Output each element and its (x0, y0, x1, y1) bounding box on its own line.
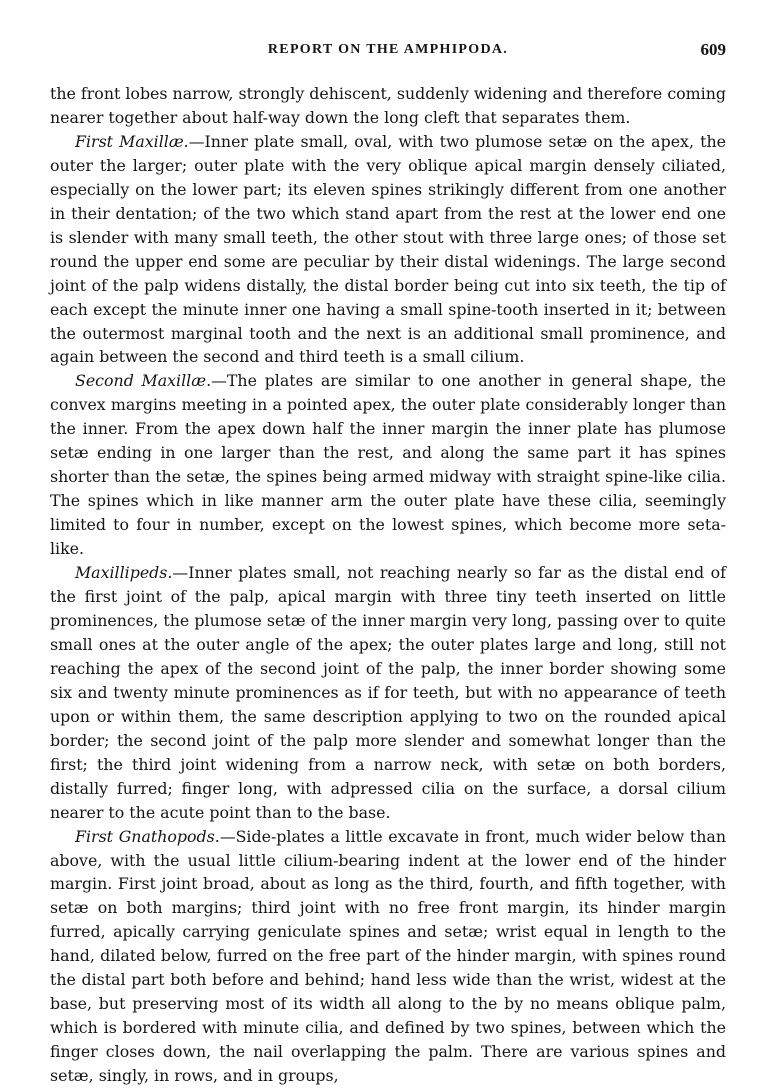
paragraph-continuation (50, 82, 726, 130)
paragraph-text: —Inner plates small, not reaching nearly so far as the distal end of the first joint of the palp, apical margin with three tiny teeth inserted on little prominences, the plumose setæ of the inner margin very long, passing over to quite small ones at the outer angle of the apex; the outer plates large and long, still not reaching the apex of the second joint of the palp, the inner border showing some six and twenty minute prominences as if for teeth, but with no appearance of teeth upon or within them, the same description applying to two on the rounded apical border; the second joint of the palp more slender and somewhat longer than the first; the third joint widening from a narrow neck, with setæ on both borders, distally furred; finger long, with adpressed cilia on the surface, a dorsal cilium nearer to the acute point than to the base. (50, 563, 726, 822)
paragraph-maxillipeds (50, 561, 726, 824)
paragraph-first-gnathopods (50, 825, 726, 1088)
body-text (50, 82, 726, 1088)
section-heading: First Gnathopods. (75, 826, 220, 846)
section-heading: First Maxillæ. (75, 131, 189, 151)
paragraph-text: —Inner plate small, oval, with two plumose setæ on the apex, the outer the larger; outer plate with the very oblique apical margin densely ciliated, especially on the lower part; its eleven spines strikingly different from one another in their dentation; of the two which stand apart from the rest at the lower end one is slender with many small teeth, the other stout with three large ones; of those set round the upper end some are peculiar by their distal widenings. The large second joint of the palp widens distally, the distal border being cut into six teeth, the tip of each except the minute inner one having a small spine-tooth inserted in it; between the outermost marginal tooth and the next is an additional small prominence, and again between the second and third teeth is a small cilium. (50, 131, 726, 367)
section-heading: Second Maxillæ. (75, 371, 212, 391)
paragraph-second-maxillae (50, 369, 726, 561)
page-number: 609 (700, 40, 726, 59)
paragraph-first-maxillae (50, 130, 726, 370)
running-head: REPORT ON THE AMPHIPODA. (267, 42, 509, 57)
paragraph-text: the front lobes narrow, strongly dehiscent, suddenly widening and therefore coming nearer together about half-way down the long cleft that separates them. (50, 84, 726, 127)
section-heading: Maxillipeds. (75, 563, 173, 583)
paragraph-text: —Side-plates a little excavate in front, much wider below than above, with the usual little cilium-bearing indent at the lower end of the hinder margin. First joint broad, about as long as the third, fourth, and fifth together, with setæ on both margins; third joint with no free front margin, its hinder margin furred, apically carrying geniculate spines and setæ; wrist equal in length to the hand, dilated below, furred on the free part of the hinder margin, with spines round the distal part both before and behind; hand less wide than the wrist, widest at the base, but preserving most of its width all along to the by no means oblique palm, which is bordered with minute cilia, and defined by two spines, between which the finger closes down, the nail overlapping the palm. There are various spines and setæ, singly, in rows, and in groups, (50, 826, 727, 1086)
page-header (50, 42, 726, 64)
paragraph-text: —The plates are similar to one another in general shape, the convex margins meeting in a pointed apex, the outer plate considerably longer than the inner. From the apex down half the inner margin the inner plate has plumose setæ ending in one larger than the rest, and along the same part it has spines shorter than the setæ, the spines being armed midway with straight spine-like cilia. The spines which in like manner arm the outer plate have these cilia, seemingly limited to four in number, except on the lowest spines, which become more seta-like. (50, 371, 726, 559)
